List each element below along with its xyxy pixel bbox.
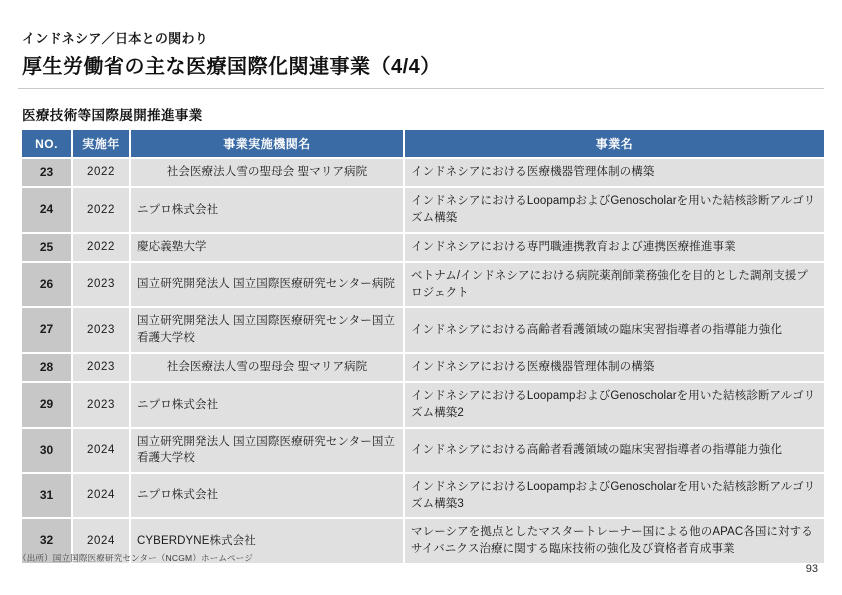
table-body	[22, 158, 824, 564]
cell-no: 23	[22, 158, 72, 187]
table-row	[22, 262, 824, 307]
column-header-proj: 事業名	[404, 130, 824, 158]
cell-no: 31	[22, 473, 72, 518]
cell-year: 2024	[72, 428, 130, 473]
column-header-year: 実施年	[72, 130, 130, 158]
cell-no: 30	[22, 428, 72, 473]
cell-year: 2023	[72, 382, 130, 427]
cell-no: 28	[22, 353, 72, 382]
cell-organization: 国立研究開発法人 国立国際医療研究センター国立看護大学校	[130, 307, 404, 352]
cell-project: インドネシアにおける医療機器管理体制の構築	[404, 158, 824, 187]
column-header-no: NO.	[22, 130, 72, 158]
title-divider	[18, 88, 824, 89]
cell-organization: 慶応義塾大学	[130, 233, 404, 262]
cell-no: 29	[22, 382, 72, 427]
table-header	[22, 130, 824, 158]
table-row	[22, 473, 824, 518]
cell-project: インドネシアにおけるLoopampおよびGenoscholarを用いた結核診断アルゴリズム構築2	[404, 382, 824, 427]
source-note: （出所）国立国際医療研究センター（NCGM）ホームページ	[18, 553, 254, 563]
projects-table-container	[22, 130, 824, 565]
table-row	[22, 428, 824, 473]
cell-year: 2022	[72, 187, 130, 232]
table-header-row	[22, 130, 824, 158]
cell-year: 2022	[72, 233, 130, 262]
cell-organization: ニプロ株式会社	[130, 473, 404, 518]
table-row	[22, 382, 824, 427]
cell-project: インドネシアにおけるLoopampおよびGenoscholarを用いた結核診断アルゴリズム構築	[404, 187, 824, 232]
cell-year: 2024	[72, 518, 130, 563]
table-row	[22, 233, 824, 262]
column-header-org: 事業実施機関名	[130, 130, 404, 158]
cell-organization: CYBERDYNE株式会社	[130, 518, 404, 563]
table-row	[22, 307, 824, 352]
cell-no: 26	[22, 262, 72, 307]
cell-year: 2022	[72, 158, 130, 187]
cell-organization: 国立研究開発法人 国立国際医療研究センター国立看護大学校	[130, 428, 404, 473]
cell-no: 27	[22, 307, 72, 352]
cell-organization: ニプロ株式会社	[130, 187, 404, 232]
cell-no: 25	[22, 233, 72, 262]
cell-organization: 社会医療法人雪の聖母会 聖マリア病院	[130, 158, 404, 187]
cell-year: 2024	[72, 473, 130, 518]
cell-project: インドネシアにおける高齢者看護領域の臨床実習指導者の指導能力強化	[404, 428, 824, 473]
projects-table	[22, 130, 824, 565]
cell-year: 2023	[72, 307, 130, 352]
cell-project: インドネシアにおけるLoopampおよびGenoscholarを用いた結核診断アルゴリズム構築3	[404, 473, 824, 518]
cell-year: 2023	[72, 353, 130, 382]
cell-no: 32	[22, 518, 72, 563]
cell-organization: 国立研究開発法人 国立国際医療研究センター病院	[130, 262, 404, 307]
table-row	[22, 187, 824, 232]
cell-no: 24	[22, 187, 72, 232]
cell-year: 2023	[72, 262, 130, 307]
page-number: 93	[805, 563, 818, 575]
cell-organization: 社会医療法人雪の聖母会 聖マリア病院	[130, 353, 404, 382]
cell-project: ベトナム/インドネシアにおける病院薬剤師業務強化を目的とした調剤支援プロジェクト	[404, 262, 824, 307]
cell-project: インドネシアにおける専門職連携教育および連携医療推進事業	[404, 233, 824, 262]
table-row	[22, 353, 824, 382]
cell-project: マレーシアを拠点としたマスタートレーナー国による他のAPAC各国に対するサイバニクス治療に関する臨床技術の強化及び資格者育成事業	[404, 518, 824, 563]
cell-organization: ニプロ株式会社	[130, 382, 404, 427]
section-title: 医療技術等国際展開推進事業	[22, 108, 203, 123]
page-title: 厚生労働省の主な医療国際化関連事業（4/4）	[22, 56, 441, 78]
cell-project: インドネシアにおける高齢者看護領域の臨床実習指導者の指導能力強化	[404, 307, 824, 352]
cell-project: インドネシアにおける医療機器管理体制の構築	[404, 353, 824, 382]
slide-eyebrow: インドネシア／日本との関わり	[22, 31, 209, 46]
table-row	[22, 158, 824, 187]
